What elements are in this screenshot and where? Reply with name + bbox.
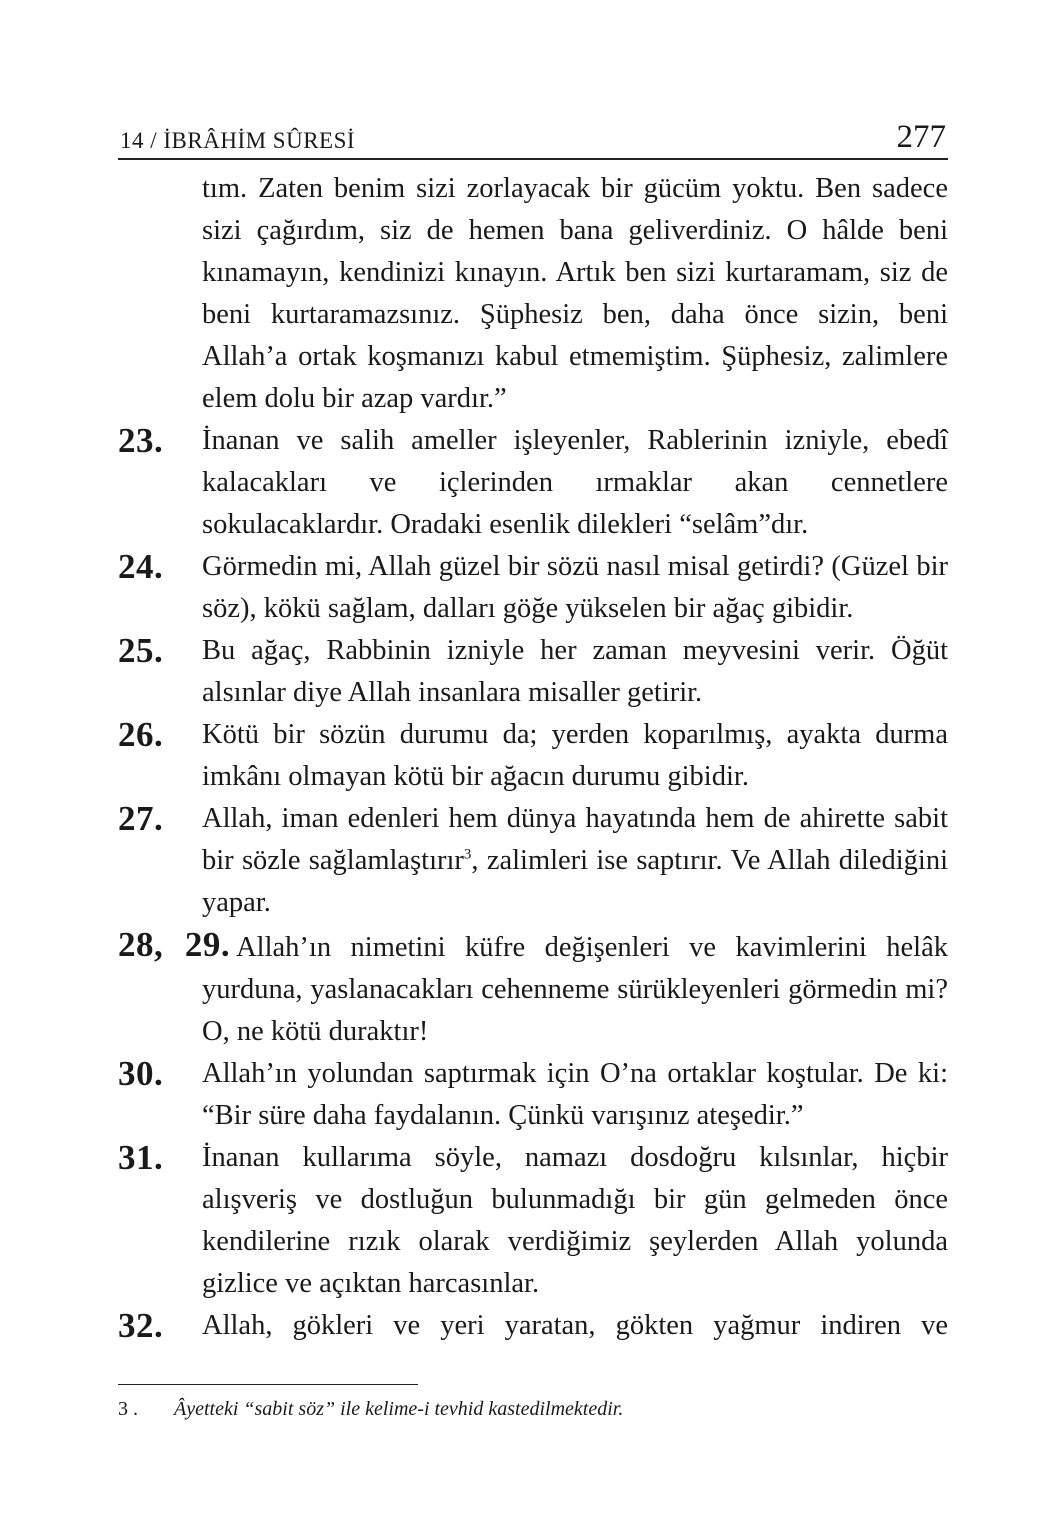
footnote-divider xyxy=(118,1384,418,1385)
footnote-text: Âyetteki “sabit söz” ile kelime-i tevhid kastedilmektedir. xyxy=(174,1398,624,1420)
verse-text: Allah’ın yolundan saptırmak için O’na ortaklar koştular. De ki: “Bir süre daha faydalanın. Çünkü varışınız ateşedir.” xyxy=(202,1058,948,1131)
verse-number: 30. xyxy=(118,1054,164,1093)
verse-26 xyxy=(118,714,948,798)
verse-text: Allah’ın nimetini küfre değişenleri ve kavimlerini helâk yurduna, yaslanacakları cehenneme sürükleyenleri görmedin mi? O, ne kötü duraktır! xyxy=(202,932,948,1047)
verse-number: 32. xyxy=(118,1306,164,1345)
footnote-number: 3 . xyxy=(118,1398,138,1420)
verse-25 xyxy=(118,630,948,714)
verse-text-part: , zalimleri ise saptırır. Ve Allah dilediğini yapar. xyxy=(202,845,948,918)
verse-text: İnanan kullarıma söyle, namazı dosdoğru kılsınlar, hiçbir alışveriş ve dostluğun bulunmadığı bir gün gelmeden önce kendilerine rızık olarak verdiğimiz şeylerden Allah yolunda gizlice ve açıktan harcasınlar. xyxy=(202,1142,948,1299)
verse-31 xyxy=(118,1137,948,1305)
footnote-reference: 3 xyxy=(463,846,472,863)
verse-32 xyxy=(118,1305,948,1347)
verse-28-29 xyxy=(118,924,948,1053)
verse-24 xyxy=(118,546,948,630)
verse-23 xyxy=(118,420,948,546)
verse-text xyxy=(202,798,948,924)
chapter-title: 14 / İBRÂHİM SÛRESİ xyxy=(120,128,356,153)
verse-text: Bu ağaç, Rabbinin izniyle her zaman meyvesini verir. Öğüt alsınlar diye Allah insanlara misaller getirir. xyxy=(202,635,948,708)
verse-number: 23. xyxy=(118,421,164,460)
verse-text: Allah, gökleri ve yeri yaratan, gökten yağmur indiren ve xyxy=(202,1310,948,1341)
verse-text: Görmedin mi, Allah güzel bir sözü nasıl misal getirdi? (Güzel bir söz), kökü sağlam, dalları göğe yükselen bir ağaç gibidir. xyxy=(202,551,948,624)
verse-text: İnanan ve salih ameller işleyenler, Rablerinin izniyle, ebedî kalacakları ve içlerinden ırmaklar akan cennetlere sokulacaklardır. Oradaki esenlik dilekleri “selâm”dır. xyxy=(202,425,948,540)
verse-number: 31. xyxy=(118,1138,164,1177)
verse-text-wrapper xyxy=(118,924,948,1053)
verse-text-part: Allah, iman edenleri hem dünya hayatında hem de ahirette sabit bir sözle sağlamlaştırır xyxy=(202,803,948,876)
verse-number: 26. xyxy=(118,715,164,754)
verse-27 xyxy=(118,798,948,924)
verse-30 xyxy=(118,1053,948,1137)
continued-verse-text: tım. Zaten benim sizi zorlayacak bir gücüm yoktu. Ben sadece sizi çağırdım, siz de hemen bana geliverdiniz. O hâlde beni kınamayın, kendinizi kınayın. Artık ben sizi kurtaramam, siz de beni kurtaramazsınız. Şüphesiz ben, daha önce sizin, beni Allah’a ortak koşmanızı kabul etmemiştim. Şüphesiz, zalimlere elem dolu bir azap vardır.” xyxy=(202,173,948,414)
footnote xyxy=(118,1398,948,1421)
page-number: 277 xyxy=(896,119,946,155)
verse-number: 27. xyxy=(118,799,164,838)
verse-number: 28, 29. xyxy=(118,925,231,964)
page-body xyxy=(118,168,948,1347)
verse-text: Kötü bir sözün durumu da; yerden koparılmış, ayakta durma imkânı olmayan kötü bir ağacın durumu gibidir. xyxy=(202,719,948,792)
page-header xyxy=(118,112,948,160)
verse-number: 24. xyxy=(118,547,164,586)
verse-number: 25. xyxy=(118,631,164,670)
